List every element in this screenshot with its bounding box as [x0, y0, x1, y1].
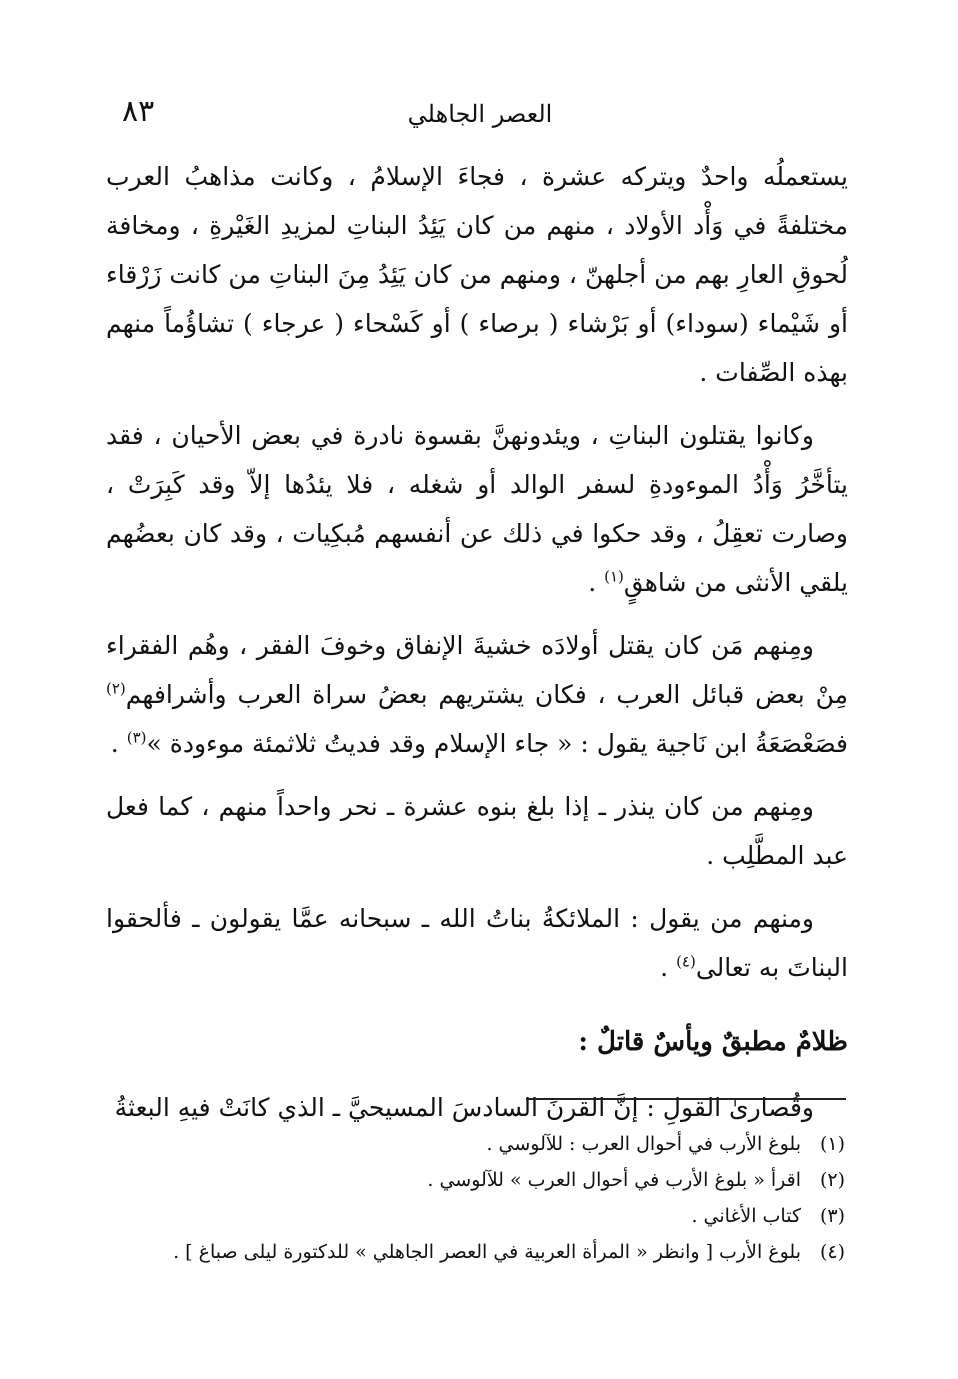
footnote-item	[110, 1162, 845, 1198]
footnote-marker: (١)	[604, 567, 624, 586]
running-title: العصر الجاهلي	[407, 100, 553, 128]
paragraph-end: .	[110, 729, 127, 758]
footnote-marker: (٣)	[126, 728, 147, 747]
paragraph-text: وكانوا يقتلون البناتِ ، ويئدونهنَّ بقسوة نادرة في بعض الأحيان ، فقد يتأخَّرُ وَأْدُ الموءودةِ لسفر الوالد أو شغله ، فلا يئدُها إلاّ وقد كَبِرَتْ ، وصارت تعقِلُ ، وقد حكوا في ذلك عن أنفسهم مُبكِيات ، وقد كان بعضُهم يلقي الأنثى من شاهقٍ	[106, 421, 848, 597]
footnotes	[110, 1126, 845, 1270]
body-text	[106, 152, 848, 1146]
section-heading	[106, 1018, 848, 1067]
paragraph-1	[106, 152, 848, 397]
paragraph-text: يستعملُه واحدٌ ويتركه عشرة ، فجاءَ الإسلامُ ، وكانت مذاهبُ العرب مختلفةً في وَأْد الأولاد ، منهم من كان يَئِدُ البناتِ لمزيدِ الغَيْرةِ ، ومخافة لُحوقِ العارِ بهم من أجلهنّ ، ومنهم من كان يَئِدُ مِنَ البناتِ من كانت زَرْقاء أو شَيْماء (سوداء) أو بَرْشاء ( برصاء ) أو كَسْحاء ( عرجاء ) تشاؤُماً منهم بهذه الصِّفات .	[106, 162, 848, 387]
paragraph-text: وقُصارىٰ القولِ : إنَّ القرنَ السادسَ المسيحيَّ ـ الذي كانَتْ فيهِ البعثةُ	[114, 1093, 814, 1122]
page-header	[110, 92, 850, 142]
footnote-marker: (٢)	[106, 679, 126, 698]
footnote-text: بلوغ الأرب في أحوال العرب : للآلوسي .	[486, 1133, 801, 1155]
paragraph-text: ومنهم من يقول : الملائكةُ بناتُ الله ـ سبحانه عمَّا يقولون ـ فألحقوا البناتَ به تعالى	[106, 904, 848, 982]
paragraph-text: ومِنهم مَن كان يقتل أولادَه خشيةَ الإنفاق وخوفَ الفقر ، وهُم الفقراء مِنْ بعض قبائل العرب ، فكان يشتريهم بعضُ سراة العرب وأشرافهم	[106, 631, 848, 709]
paragraph-6	[106, 1083, 848, 1132]
footnote-number: (٤)	[819, 1241, 845, 1263]
footnote-text: كتاب الأغاني .	[691, 1205, 801, 1227]
footnote-item	[110, 1198, 845, 1234]
paragraph-3	[106, 621, 848, 768]
footnote-number: (٣)	[819, 1205, 845, 1227]
heading-text: ظلامٌ مطبقٌ ويأسٌ قاتلٌ :	[578, 1027, 848, 1057]
footnote-text: بلوغ الأرب [ وانظر « المرأة العربية في العصر الجاهلي » للدكتورة ليلى صباغ ] .	[173, 1241, 801, 1263]
paragraph-end: .	[660, 953, 677, 982]
footnote-number: (٢)	[819, 1169, 845, 1191]
footnote-divider	[526, 1098, 846, 1100]
paragraph-text: ومِنهم من كان ينذر ـ إذا بلغ بنوه عشرة ـ نحر واحداً منهم ، كما فعل عبد المطَّلِب .	[106, 792, 848, 870]
paragraph-2	[106, 411, 848, 607]
footnote-number: (١)	[819, 1133, 845, 1155]
footnote-text: اقرأ « بلوغ الأرب في أحوال العرب » للآلوسي .	[427, 1169, 801, 1191]
paragraph-5	[106, 894, 848, 992]
paragraph-end: .	[588, 568, 605, 597]
page-number: ٨٣	[122, 94, 155, 129]
footnote-item	[110, 1234, 845, 1270]
paragraph-4	[106, 782, 848, 880]
footnote-item	[110, 1126, 845, 1162]
footnote-marker: (٤)	[676, 952, 696, 971]
paragraph-text-continued: فصَعْصَعَةُ ابن نَاجية يقول : « جاء الإسلام وقد فديتُ ثلاثمئة موءودة »	[146, 729, 848, 758]
